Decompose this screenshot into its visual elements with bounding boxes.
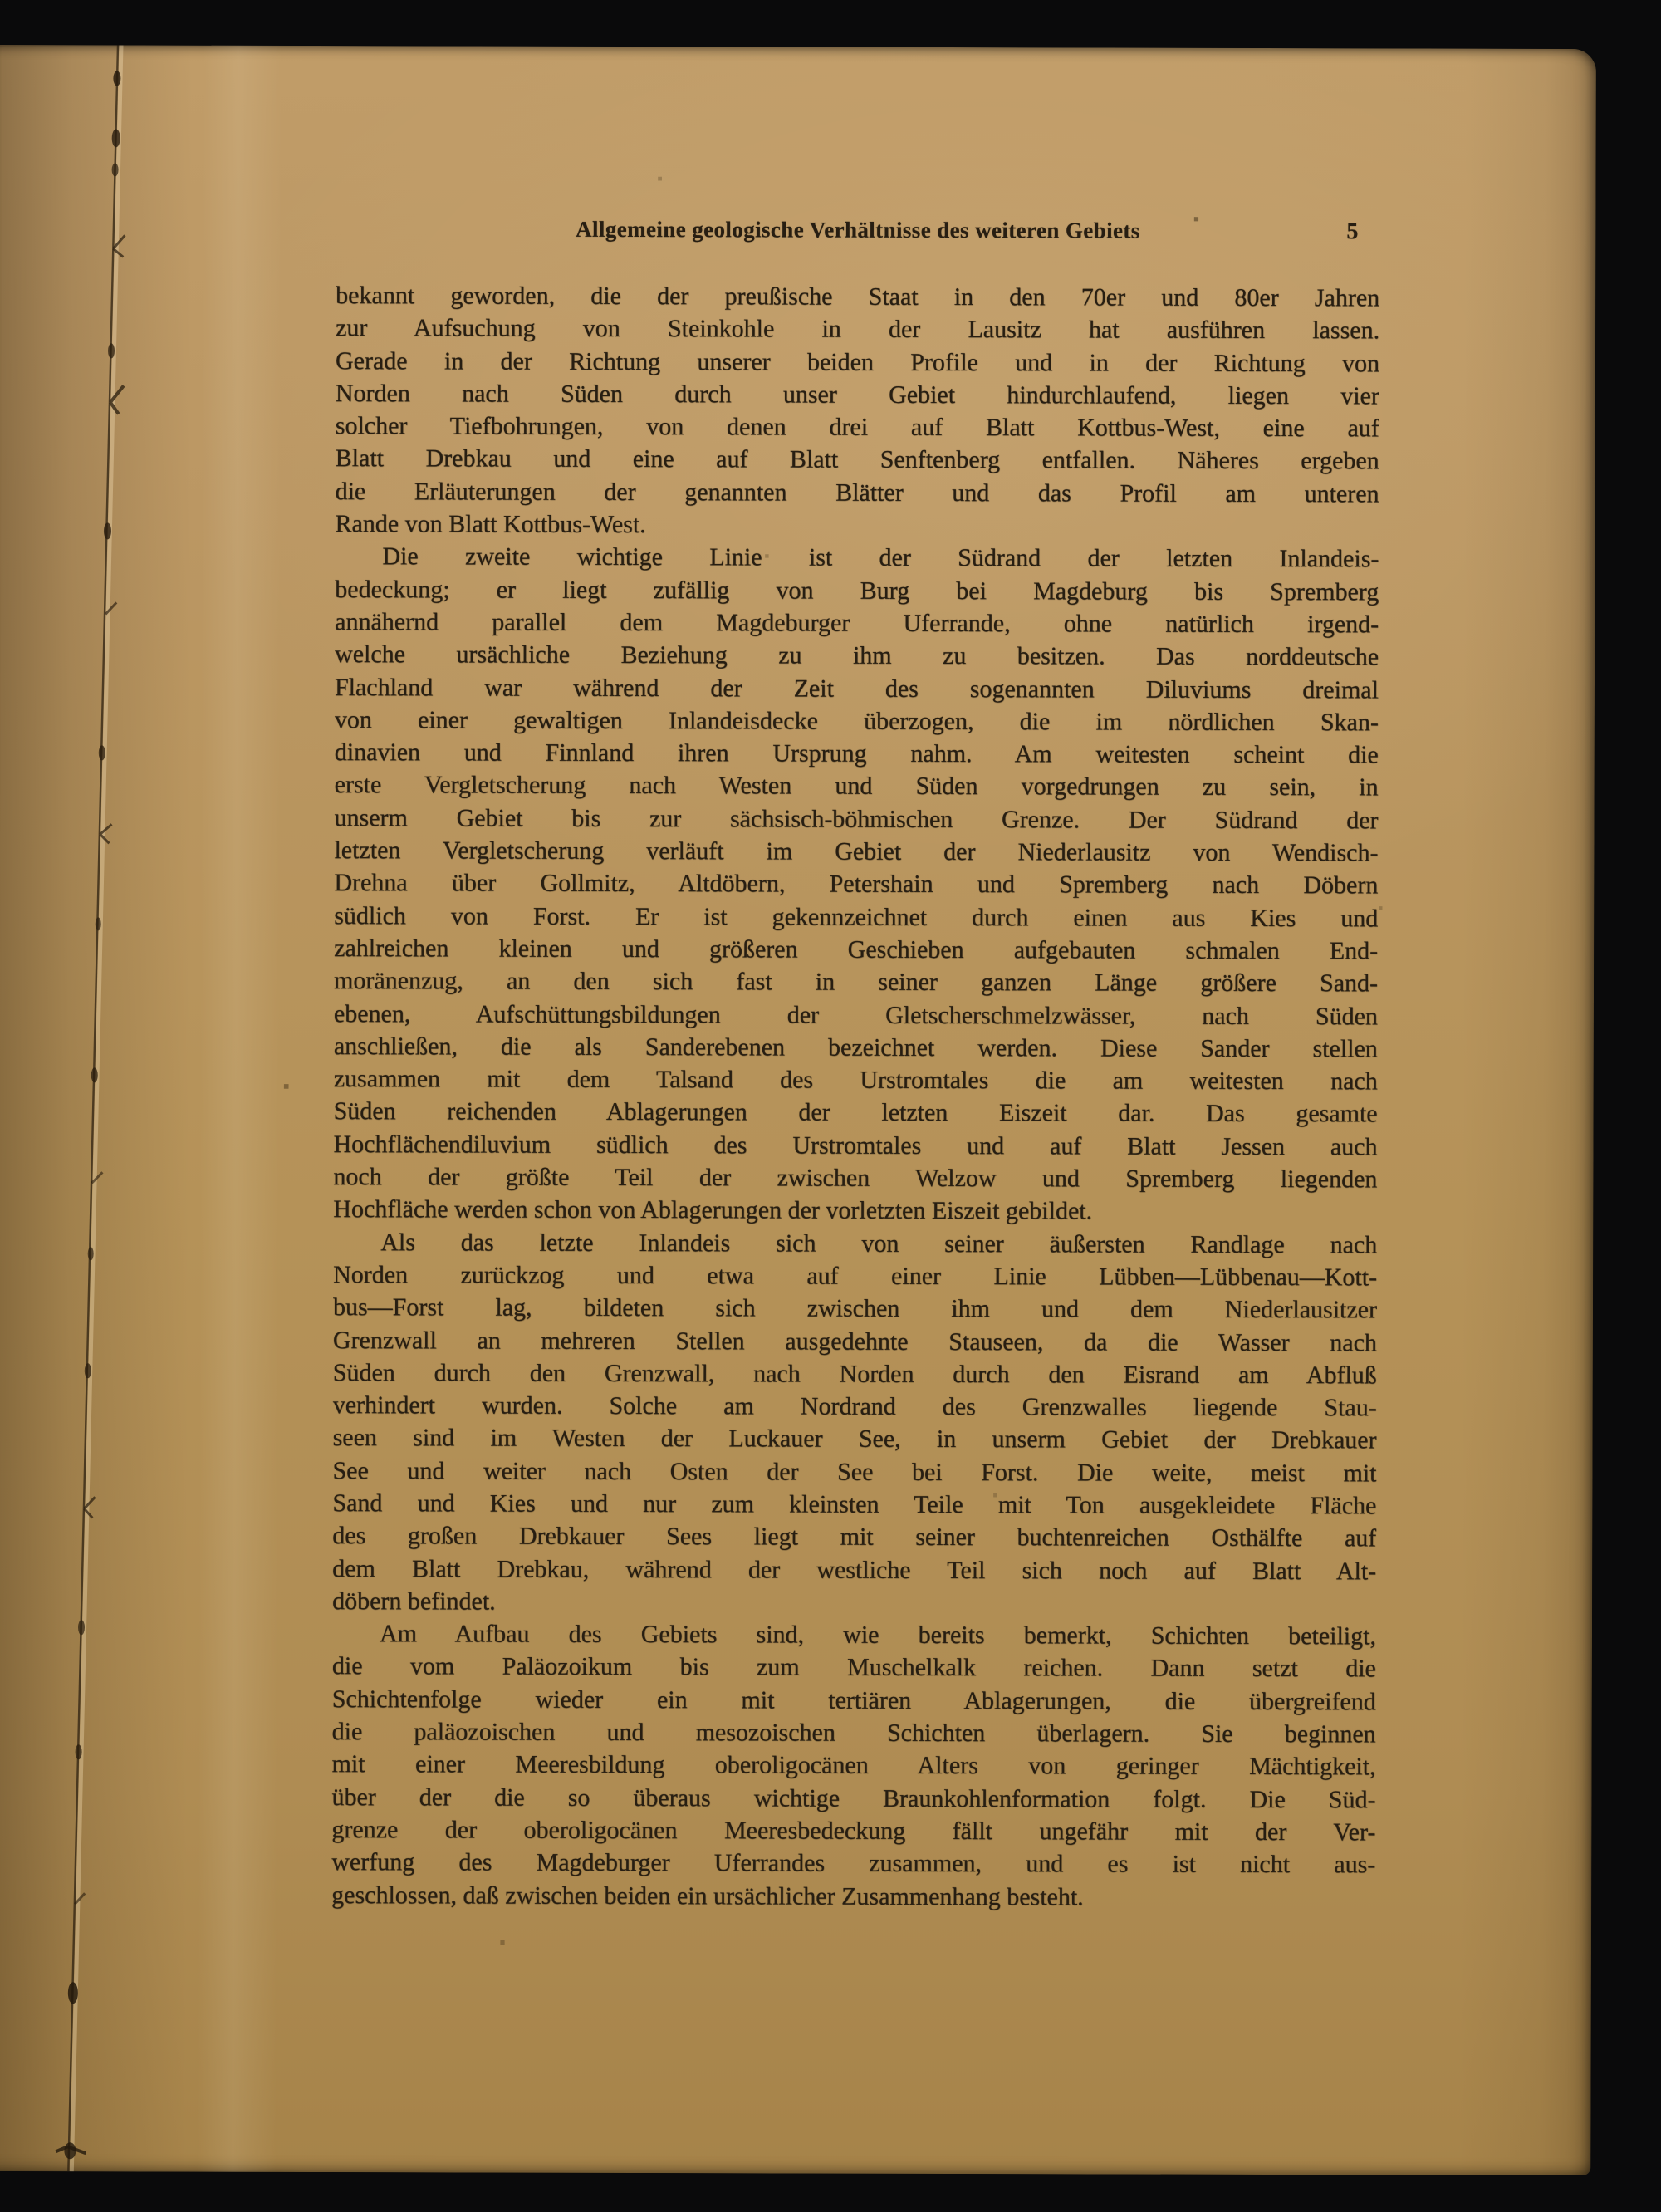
page-fold-highlight [197,46,282,2172]
text-line: ebenen, Aufschüttungsbildungen der Gletscherschmelzwässer, nach Süden [333,999,1378,1030]
paragraph [333,540,1379,1229]
text-line: Am Aufbau des Gebiets sind, wie bereits bemerkt, Schichten beteiligt, [379,1620,1377,1650]
text-line: des großen Drebkauer Sees liegt mit seiner buchtenreichen Osthälfte auf [332,1522,1377,1552]
text-line: die Erläuterungen der genannten Blätter und das Profil am unteren [335,477,1379,508]
page-number: 5 [1346,218,1359,245]
paragraph [335,279,1379,543]
text-line: Süden reichenden Ablagerungen der letzten Eiszeit dar. Das gesamte [333,1097,1378,1128]
text-line: über der die so überaus wichtige Braunkohlenformation folgt. Die Süd- [331,1783,1376,1814]
text-line: solcher Tiefbohrungen, von denen drei auf Blatt Kottbus-West, eine auf [335,412,1379,443]
text-line: Blatt Drebkau und eine auf Blatt Senftenberg entfallen. Näheres ergeben [335,444,1379,475]
text-line: See und weiter nach Osten der See bei Forst. Die weite, meist mit [332,1456,1377,1488]
text-line: mit einer Meeresbildung oberoligocänen Alters von geringer Mächtigkeit, [331,1750,1376,1781]
text-line: Hochfläche werden schon von Ablagerungen der vorletzten Eiszeit gebildet. [333,1195,1093,1225]
text-line: erste Vergletscherung nach Westen und Süden vorgedrungen zu sein, in [334,771,1379,802]
text-line: welche ursächliche Beziehung zu ihm zu besitzen. Das norddeutsche [335,640,1379,671]
text-line: werfung des Magdeburger Uferrandes zusammen, und es ist nicht aus- [331,1848,1376,1879]
text-line: zusammen mit dem Talsand des Urstromtales die am weitesten nach [333,1065,1378,1096]
binding-seam [0,45,176,2172]
text-line: Hochflächendiluvium südlich des Urstromtales und auf Blatt Jessen auch [333,1130,1378,1161]
text-column [331,46,1380,2175]
text-line: bekannt geworden, die der preußische Staat in den 70er und 80er Jahren [336,282,1380,312]
text-line: anschließen, die als Sanderebenen bezeichnet werden. Diese Sander stellen [333,1032,1378,1063]
text-line: annähernd parallel dem Magdeburger Uferrande, ohne natürlich irgend- [335,608,1379,639]
text-line: zur Aufsuchung von Steinkohle in der Lausitz hat ausführen lassen. [336,314,1380,345]
text-line: die paläozoischen und mesozoischen Schichten überlagern. Sie beginnen [331,1718,1376,1749]
book-page [0,45,1596,2175]
text-line: Flachland war während der Zeit des sogenannten Diluviums dreimal [334,673,1379,704]
text-line: verhindert wurden. Solche am Nordrand des Grenzwalles liegende Stau- [332,1391,1377,1422]
text-line: dinavien und Finnland ihren Ursprung nahm. Am weitesten scheint die [334,738,1379,769]
text-line: letzten Vergletscherung verläuft im Gebiet der Niederlausitz von Wendisch- [334,836,1379,867]
text-line: von einer gewaltigen Inlandeisdecke überzogen, die im nördlichen Skan- [334,705,1379,737]
text-line: Norden zurückzog und etwa auf einer Linie Lübben—Lübbenau—Kott- [333,1260,1378,1292]
text-line: die vom Paläozoikum bis zum Muschelkalk reichen. Dann setzt die [331,1652,1376,1683]
text-line: bedeckung; er liegt zufällig von Burg bei Magdeburg bis Spremberg [335,575,1379,606]
paragraph [332,1226,1377,1621]
running-header-title: Allgemeine geologische Verhältnisse des weiteren Gebiets [576,216,1140,243]
text-line: döbern befindet. [332,1587,496,1616]
text-line: Schichtenfolge wieder ein mit tertiären Ablagerungen, die übergreifend [331,1685,1376,1716]
text-line: zahlreichen kleinen und größeren Geschieben aufgebauten schmalen End- [334,934,1379,965]
text-line: bus—Forst lag, bildeten sich zwischen ihm und dem Niederlausitzer [332,1293,1378,1324]
text-line: Drehna über Gollmitz, Altdöbern, Petershain und Spremberg nach Döbern [334,869,1379,900]
text-line: grenze der oberoligocänen Meeresbedeckung fällt ungefähr mit der Ver- [331,1816,1376,1847]
text-line: Gerade in der Richtung unserer beiden Profile und in der Richtung von [335,346,1380,377]
text-line: südlich von Forst. Er ist gekennzeichnet durch einen aus Kies und [334,901,1379,933]
text-line: Rande von Blatt Kottbus-West. [335,510,646,539]
text-line: Sand und Kies und nur zum kleinsten Teile mit Ton ausgekleidete Fläche [332,1489,1377,1520]
text-line: Als das letzte Inlandeis sich von seiner äußersten Randlage nach [380,1228,1378,1258]
text-line: Grenzwall an mehreren Stellen ausgedehnte Stauseen, da die Wasser nach [332,1326,1377,1356]
text-line: Norden nach Süden durch unser Gebiet hindurchlaufend, liegen vier [335,379,1379,410]
text-line: unserm Gebiet bis zur sächsisch-böhmischen Grenze. Der Südrand der [334,803,1379,835]
text-line: noch der größte Teil der zwischen Welzow und Spremberg liegenden [333,1163,1378,1194]
text-line: Süden durch den Grenzwall, nach Norden durch den Eisrand am Abfluß [332,1358,1377,1390]
text-line: dem Blatt Drebkau, während der westliche Teil sich noch auf Blatt Alt- [332,1554,1377,1585]
page-body [331,279,1379,1914]
text-line: moränenzug, an den sich fast in seiner ganzen Länge größere Sand- [334,967,1379,998]
paragraph [331,1617,1376,1914]
text-line: Die zweite wichtige Linie ist der Südrand der letzten Inlandeis- [382,542,1379,573]
text-line: seen sind im Westen der Luckauer See, in unserm Gebiet der Drebkauer [332,1424,1377,1454]
text-line: geschlossen, daß zwischen beiden ein ursächlicher Zusammenhang besteht. [331,1881,1084,1910]
